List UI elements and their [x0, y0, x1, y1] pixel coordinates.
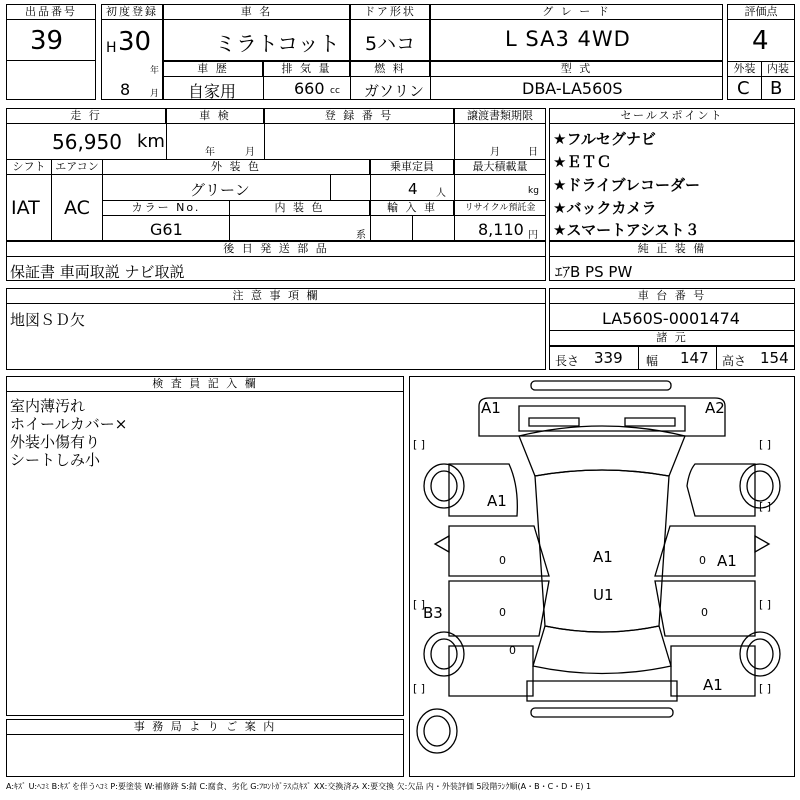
history-label: 車 歴	[163, 61, 263, 77]
score-label: 評価点	[727, 4, 795, 20]
score-value: 4	[752, 26, 769, 56]
legend-text: A:ｷｽﾞ U:ﾍｺﾐ B:ｷｽﾞを伴うﾍｺﾐ P:要塗装 W:補修跡 S:錆 C:腐食、劣化 G:ﾌﾛﾝﾄｶﾞﾗｽ点ｷｽﾞ XX:交換済み X:要交換 欠:欠品 内・外装評価 5段階ﾗﾝｸ順(A・B・C・D・E) 1	[6, 782, 592, 791]
ac-value: AC	[64, 197, 90, 219]
sales-point-2: ★ＥＴＣ	[553, 153, 612, 171]
mileage-label: 走 行	[6, 108, 166, 124]
bracket-left-mid: [ ]	[413, 598, 426, 611]
recycle-value: 8,110	[478, 220, 524, 239]
inspection-year-unit: 年	[205, 147, 215, 158]
sales-point-1: ★フルセグナビ	[553, 130, 656, 148]
width-value: 147	[680, 349, 709, 367]
mark-right-quarter: 0	[701, 606, 708, 619]
mark-front-left: A1	[481, 399, 501, 417]
inspector-line-1: 室内薄汚れ	[10, 397, 86, 415]
color-value: グリーン	[190, 181, 250, 199]
mark-left-rear: B3	[423, 604, 443, 622]
interior-label: 内装	[761, 61, 795, 77]
sales-point-label: セールスポイント	[549, 108, 795, 124]
reg-month-unit: 月	[150, 89, 160, 99]
length-label: 長さ	[555, 354, 580, 368]
displacement-value: 660	[294, 79, 325, 98]
inspector-label: 検 査 員 記 入 欄	[6, 376, 404, 392]
import-label: 輸 入 車	[370, 200, 454, 216]
shift-value: IAT	[11, 197, 40, 219]
capacity-label: 乗車定員	[370, 159, 454, 175]
lot-label: 出品番号	[6, 4, 96, 20]
bracket-left-low: [ ]	[413, 682, 426, 695]
exterior-label: 外装	[727, 61, 762, 77]
mark-right-side: A1	[717, 552, 737, 570]
fuel-label: 燃 料	[350, 61, 430, 77]
mark-left-quarter: 0	[509, 644, 516, 657]
color-label: 外 装 色	[102, 159, 370, 175]
equipment-value: ｴｱB PS PW	[555, 263, 633, 281]
car-name-label: 車 名	[163, 4, 350, 20]
interior-color-label: 内 装 色	[229, 200, 370, 216]
transfer-day-unit: 日	[528, 147, 538, 158]
dims-label: 諸 元	[549, 330, 795, 346]
equipment-label: 純 正 装 備	[549, 241, 795, 257]
sales-point-3: ★ドライブレコーダー	[553, 176, 700, 194]
exterior-grade: C	[737, 78, 750, 99]
load-unit: kg	[528, 186, 539, 196]
reg-year-unit: 年	[150, 66, 160, 76]
grade-label: グ レ ー ド	[430, 4, 723, 20]
lot-number: 39	[30, 26, 64, 56]
car-damage-diagram	[409, 376, 795, 777]
notes-label: 注 意 事 項 欄	[6, 288, 546, 304]
mark-front-right: A2	[705, 399, 725, 417]
width-label: 幅	[646, 354, 659, 368]
door-value: 5ハコ	[365, 33, 416, 55]
color-no-value: G61	[150, 220, 183, 239]
reg-month: 8	[120, 80, 131, 99]
inspector-line-3: 外装小傷有り	[10, 433, 101, 451]
mark-left-door-rear: 0	[499, 606, 506, 619]
interior-grade: B	[770, 78, 783, 99]
car-name: ミラトコット	[215, 32, 340, 56]
height-label: 高さ	[722, 354, 747, 368]
inspection-month-unit: 月	[245, 147, 255, 158]
sales-point-4: ★バックカメラ	[553, 199, 657, 217]
fuel-value: ガソリン	[364, 82, 425, 100]
capacity-unit: 人	[436, 188, 446, 199]
history-value: 自家用	[188, 82, 237, 101]
inspector-line-4: シートしみ小	[10, 451, 101, 469]
docs-label: 後 日 発 送 部 品	[6, 241, 546, 257]
ac-label: エアコン	[51, 159, 103, 175]
reg-year: 30	[118, 27, 152, 57]
bracket-right-front: [ ]	[759, 438, 772, 451]
bracket-right-low: [ ]	[759, 682, 772, 695]
grade-value: L SA3 4WD	[505, 27, 631, 51]
notes-text: 地図ＳＤ欠	[10, 311, 86, 329]
displacement-label: 排 気 量	[263, 61, 350, 77]
chassis-number: LA560S-0001474	[602, 309, 740, 328]
model-label: 型 式	[430, 61, 723, 77]
recycle-unit: 円	[528, 230, 538, 241]
mileage-unit: km	[137, 131, 165, 152]
height-value: 154	[760, 349, 789, 367]
interior-color-unit: 系	[356, 230, 366, 241]
transfer-label: 譲渡書類期限	[454, 108, 546, 124]
bracket-left-front: [ ]	[413, 438, 426, 451]
mark-right-door: 0	[699, 554, 706, 567]
load-label: 最大積載量	[454, 159, 546, 175]
bracket-right-mid: [ ]	[759, 500, 772, 513]
inspection-label: 車 検	[166, 108, 264, 124]
mark-roof: A1	[593, 548, 613, 566]
sales-point-5: ★スマートアシスト３	[553, 221, 700, 239]
shift-label: シフト	[6, 159, 52, 175]
docs-value: 保証書 車両取説 ナビ取説	[10, 263, 185, 281]
first-reg-label: 初度登録	[101, 4, 163, 20]
inspector-line-2: ホイールカバー×	[10, 415, 128, 433]
chassis-label: 車 台 番 号	[549, 288, 795, 304]
mileage-value: 56,950	[52, 130, 122, 154]
length-value: 339	[594, 349, 623, 367]
displacement-unit: cc	[330, 86, 340, 96]
model-value: DBA-LA560S	[522, 79, 623, 98]
mark-roof-rear: U1	[593, 586, 614, 604]
capacity-value: 4	[408, 180, 418, 198]
mark-left-front-fender: A1	[487, 492, 507, 510]
door-label: ドア形状	[350, 4, 430, 20]
mark-rear-right: A1	[703, 676, 723, 694]
transfer-month-unit: 月	[490, 147, 500, 158]
bracket-right-rear: [ ]	[759, 598, 772, 611]
mark-left-door-front: 0	[499, 554, 506, 567]
era: H	[106, 40, 117, 56]
color-no-label: カラー No.	[102, 200, 230, 216]
office-label: 事 務 局 よ り ご 案 内	[6, 719, 404, 735]
reg-no-label: 登 録 番 号	[264, 108, 454, 124]
recycle-label: リサイクル預託金	[454, 200, 546, 216]
